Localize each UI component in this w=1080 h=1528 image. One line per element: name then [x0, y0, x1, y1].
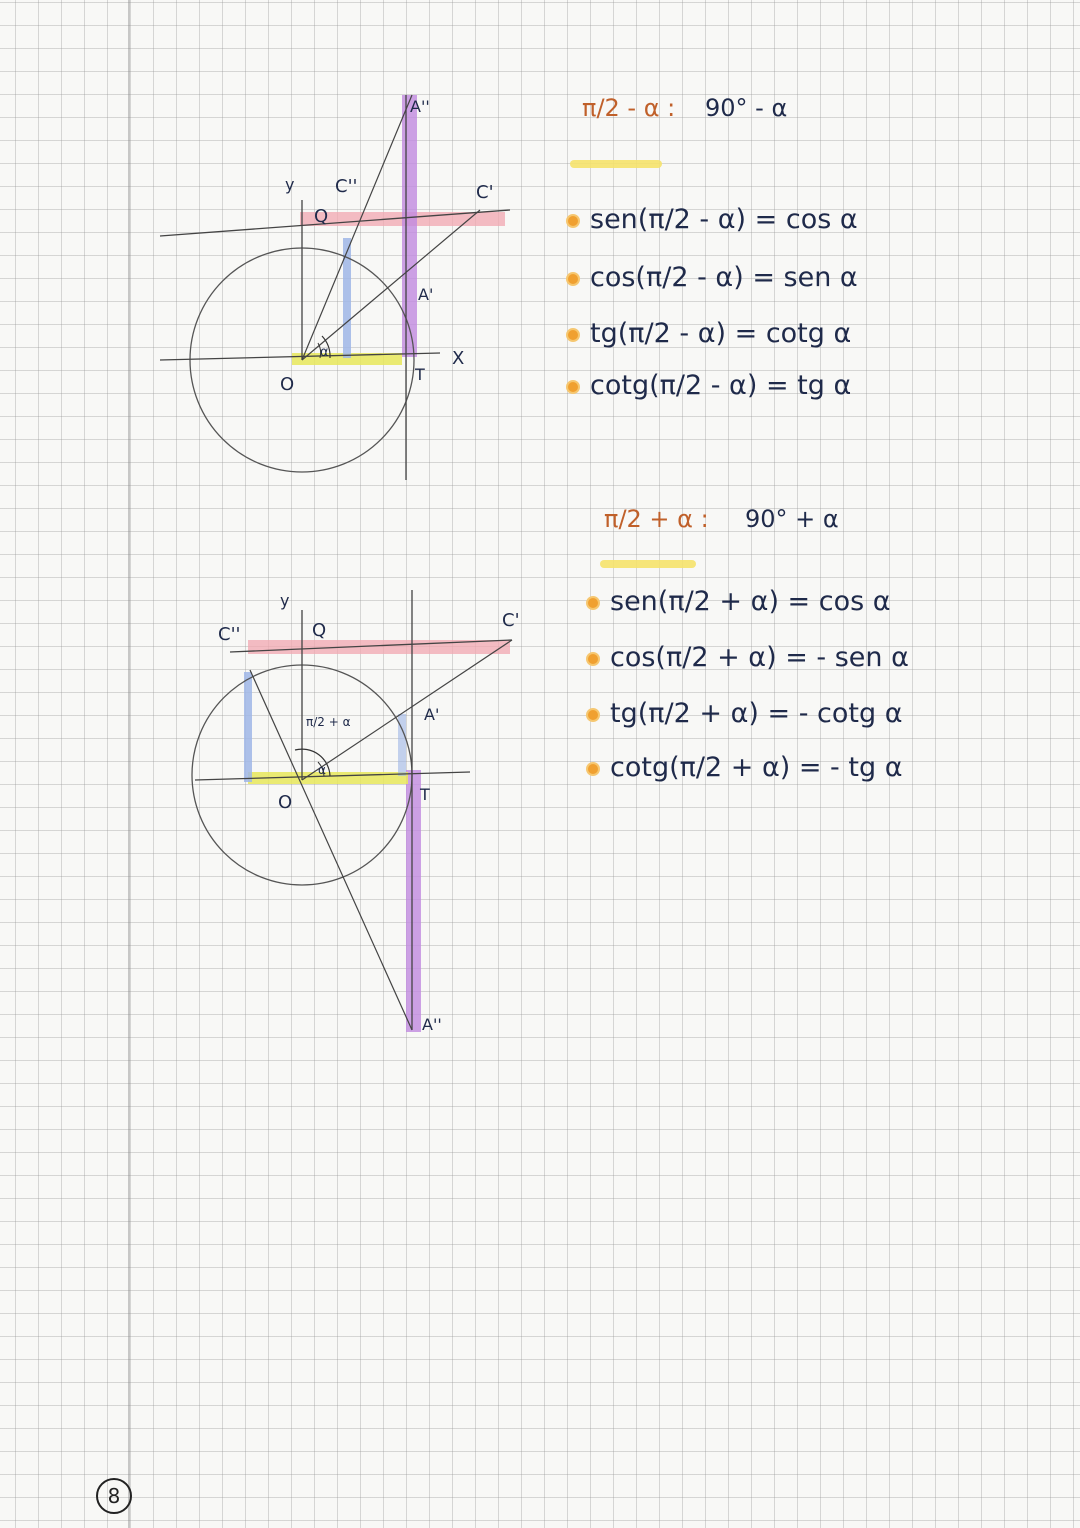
formula-2-1: sen(π/2 + α) = cos α	[586, 586, 891, 617]
label-y-2: y	[280, 591, 290, 610]
blue-highlight-2	[244, 672, 252, 782]
diagram-2	[192, 590, 520, 1034]
label-O-2: O	[278, 792, 293, 813]
formula-2-3: tg(π/2 + α) = - cotg α	[586, 698, 903, 729]
label-O-1: O	[280, 374, 295, 395]
formula-1-2: cos(π/2 - α) = sen α	[566, 262, 858, 293]
purple-highlight-1	[402, 95, 417, 357]
formula-1-3: tg(π/2 - α) = cotg α	[566, 318, 851, 349]
label-T-2: T	[420, 785, 430, 804]
section1-header-left: π/2 - α :	[582, 94, 676, 122]
section2-underline	[600, 560, 696, 568]
label-angle-2: π/2 + α	[306, 715, 351, 729]
label-Q-2: Q	[312, 620, 327, 641]
section1-underline	[570, 160, 662, 168]
label-C2-2: C''	[218, 624, 241, 645]
purple-highlight-2	[406, 770, 421, 1032]
label-alpha-2: α	[318, 763, 326, 777]
label-A1-2: A'	[424, 705, 440, 724]
label-alpha-1: α	[320, 345, 329, 360]
label-C1-1: C'	[476, 182, 494, 203]
section2-header-right: 90° + α	[745, 505, 839, 533]
formula-2-2: cos(π/2 + α) = - sen α	[586, 642, 909, 673]
label-C2-1: C''	[335, 176, 358, 197]
label-A2-2: A''	[422, 1015, 442, 1034]
section2-header-left: π/2 + α :	[604, 505, 709, 533]
label-T-1: T	[415, 365, 425, 384]
formula-1-4: cotg(π/2 - α) = tg α	[566, 370, 851, 401]
label-Q-1: Q	[314, 206, 329, 227]
label-A1-1: A'	[418, 285, 434, 304]
formula-1-1: sen(π/2 - α) = cos α	[566, 204, 858, 235]
page-number: 8	[96, 1478, 132, 1514]
label-A2-1: A''	[410, 97, 430, 116]
label-x-1: X	[452, 348, 465, 369]
diagram-1	[160, 95, 510, 480]
label-C1-2: C'	[502, 610, 520, 631]
label-y-1: y	[285, 175, 295, 194]
section1-header-right: 90° - α	[705, 94, 788, 122]
formula-2-4: cotg(π/2 + α) = - tg α	[586, 752, 903, 783]
